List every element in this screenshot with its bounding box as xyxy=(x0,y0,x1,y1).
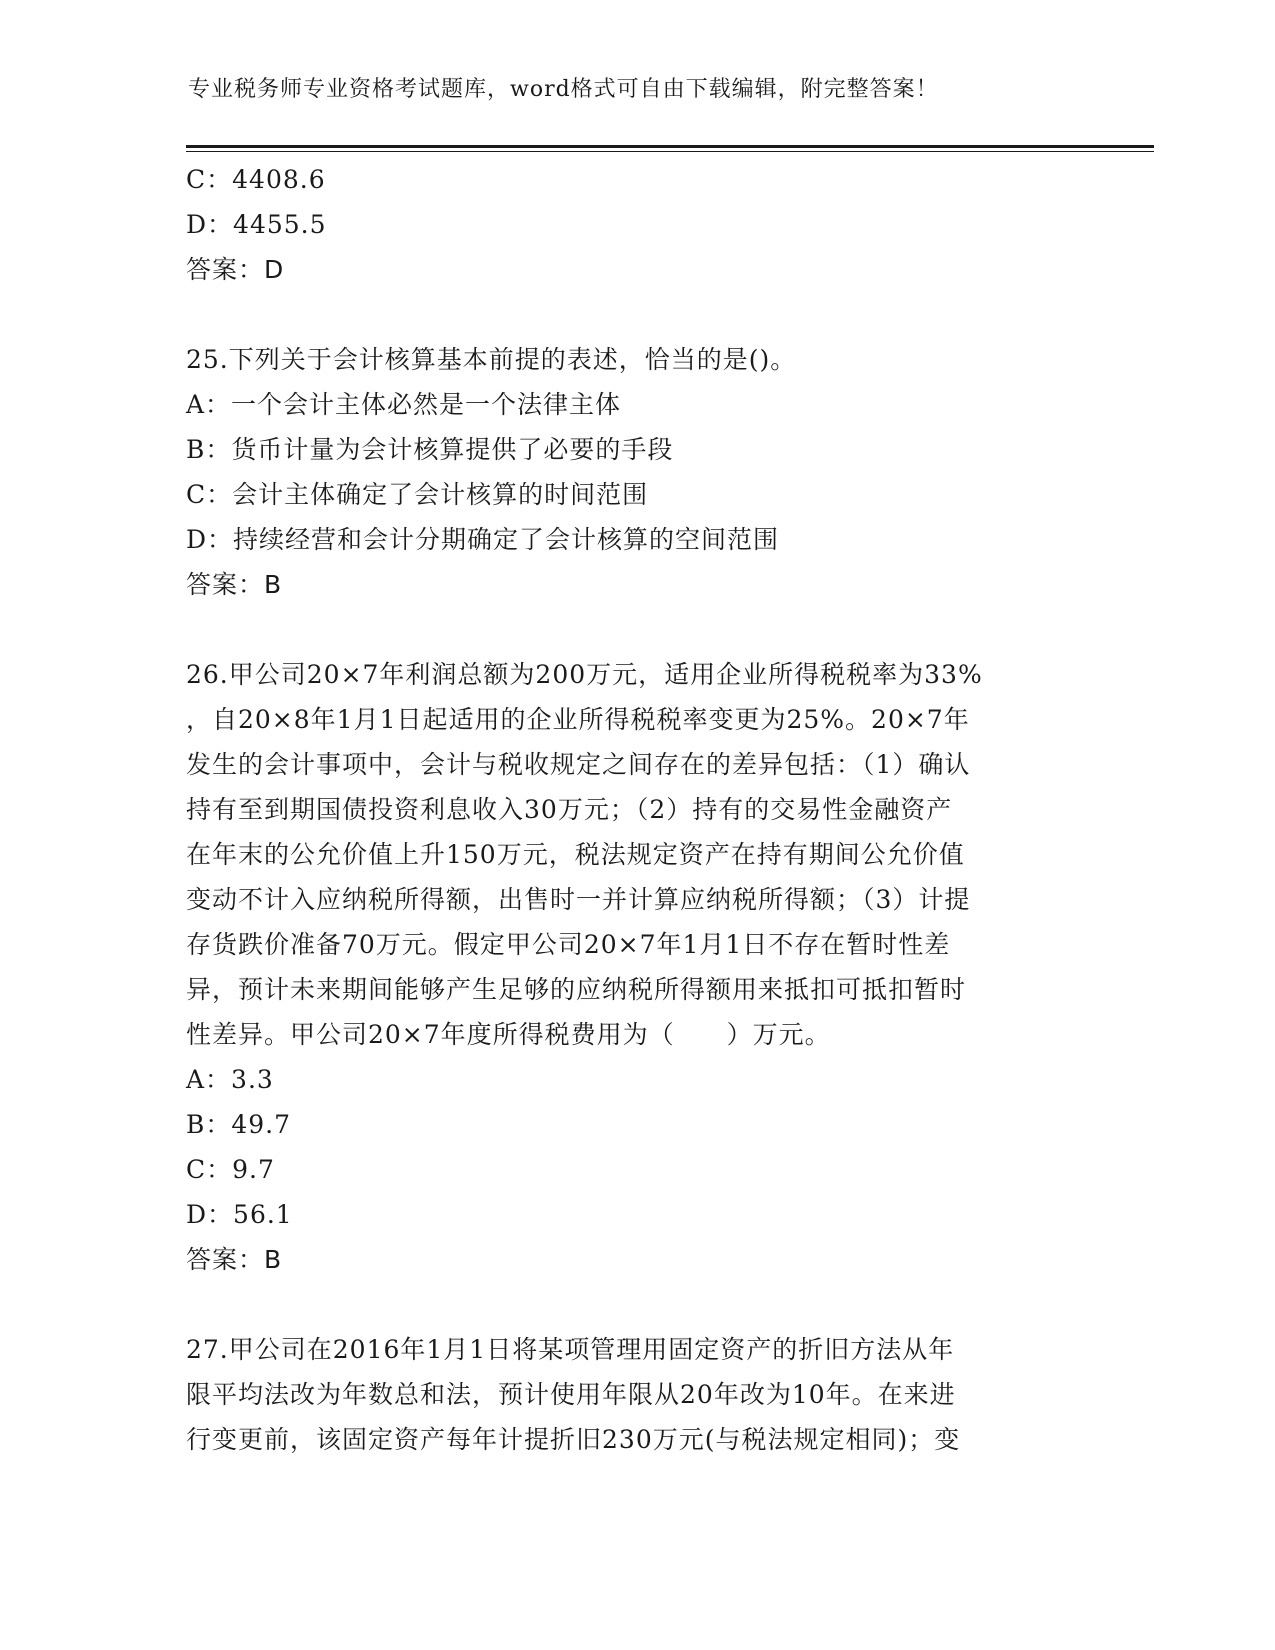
question-stem-line: 变动不计入应纳税所得额，出售时一并计算应纳税所得额；（3）计提 xyxy=(186,885,971,914)
question-stem-line: 发生的会计事项中，会计与税收规定之间存在的差异包括：（1）确认 xyxy=(186,750,971,779)
option-b: B：49.7 xyxy=(186,1110,292,1139)
question-stem-line: 27.甲公司在2016年1月1日将某项管理用固定资产的折旧方法从年 xyxy=(186,1335,955,1364)
option-d: D：4455.5 xyxy=(186,210,327,239)
question-stem: 25.下列关于会计核算基本前提的表述，恰当的是()。 xyxy=(186,345,797,374)
question-stem-line: ，自20×8年1月1日起适用的企业所得税税率变更为25%。20×7年 xyxy=(186,705,970,734)
header-rule-thick xyxy=(186,145,1154,148)
option-d: D：持续经营和会计分期确定了会计核算的空间范围 xyxy=(186,525,780,554)
question-27 xyxy=(186,1327,1076,1462)
question-stem-line: 持有至到期国债投资利息收入30万元；（2）持有的交易性金融资产 xyxy=(186,795,953,824)
question-24-tail xyxy=(186,157,1076,292)
option-a: A：一个会计主体必然是一个法律主体 xyxy=(186,390,622,419)
question-stem-line: 限平均法改为年数总和法，预计使用年限从20年改为10年。在来进 xyxy=(186,1380,956,1409)
option-b: B：货币计量为会计核算提供了必要的手段 xyxy=(186,435,674,464)
document-body xyxy=(186,157,1076,1462)
header-rule-thin xyxy=(186,151,1154,152)
answer: 答案：D xyxy=(186,255,285,284)
question-25 xyxy=(186,337,1076,607)
question-26 xyxy=(186,652,1076,1282)
question-stem-line: 行变更前，该固定资产每年计提折旧230万元(与税法规定相同)；变 xyxy=(186,1425,961,1454)
option-a: A：3.3 xyxy=(186,1065,274,1094)
answer: 答案：B xyxy=(186,570,283,599)
option-c: C：4408.6 xyxy=(186,165,326,194)
question-stem-line: 异，预计未来期间能够产生足够的应纳税所得额用来抵扣可抵扣暂时 xyxy=(186,975,967,1004)
question-stem-line: 性差异。甲公司20×7年度所得税费用为（ ）万元。 xyxy=(186,1020,831,1049)
option-d: D：56.1 xyxy=(186,1200,293,1229)
option-c: C：会计主体确定了会计核算的时间范围 xyxy=(186,480,649,509)
option-c: C：9.7 xyxy=(186,1155,275,1184)
answer: 答案：B xyxy=(186,1245,283,1274)
question-stem-line: 存货跌价准备70万元。假定甲公司20×7年1月1日不存在暂时性差 xyxy=(186,930,951,959)
page-header: 专业税务师专业资格考试题库，word格式可自由下载编辑，附完整答案！ xyxy=(188,77,939,102)
question-stem-line: 26.甲公司20×7年利润总额为200万元，适用企业所得税税率为33% xyxy=(186,660,983,689)
question-stem-line: 在年末的公允价值上升150万元，税法规定资产在持有期间公允价值 xyxy=(186,840,965,869)
